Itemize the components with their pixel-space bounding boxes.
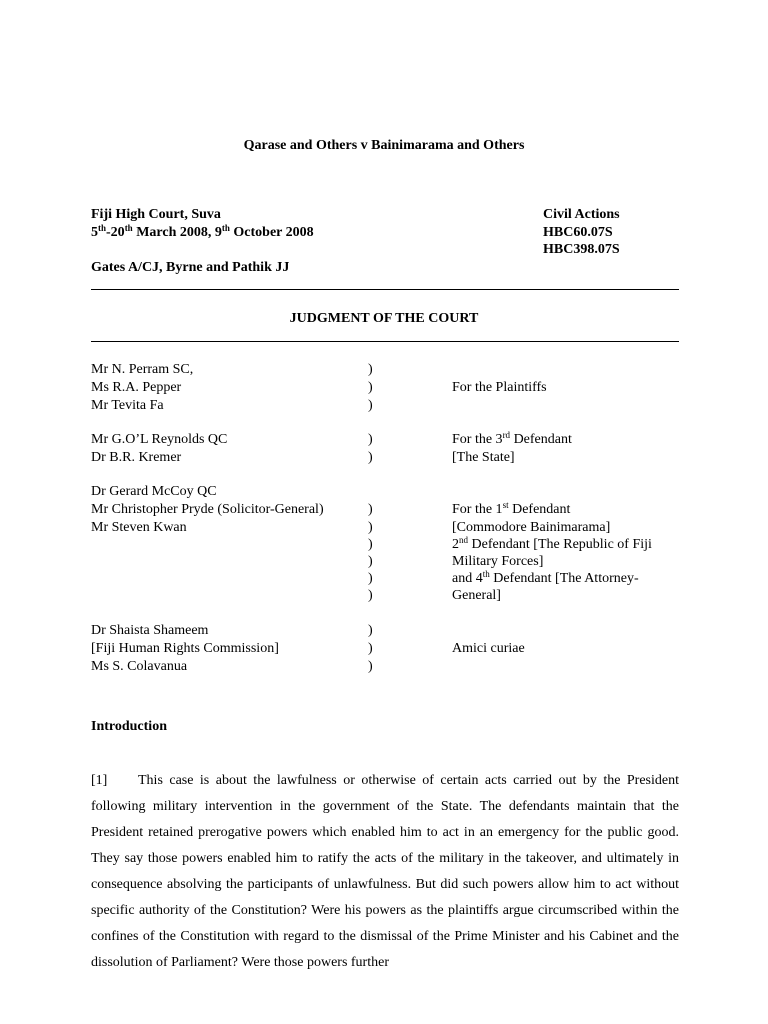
paragraph-text: This case is about the lawfulness or otherwise of certain acts carried out by the President following military intervention in the government of the State. The defendants maintain that the President retained prerogative powers which enabled him to act in an emergency for the public good. They say those powers enabled him to ratify the acts of the military in the takeover, and ultimately in consequence absolving the participants of unlawfulness. But did such powers allow him to act without specific authority of the Constitution? Were his powers as the plaintiffs argue circumscribed within the confines of the Constitution with regard to the dismissal of the Prime Minister and his Cabinet and the dissolution of Parliament? Were those powers further <box>91 773 679 970</box>
counsel-name: Mr G.O’L Reynolds QC <box>91 432 228 447</box>
counsel-name: Mr Christopher Pryde (Solicitor-General) <box>91 502 324 517</box>
civil-actions-label: Civil Actions <box>543 207 620 222</box>
party-role: Military Forces] <box>452 554 544 569</box>
paren: ) <box>368 571 373 586</box>
paren: ) <box>368 520 373 535</box>
paren: ) <box>368 588 373 603</box>
paren: ) <box>368 623 373 638</box>
paren: ) <box>368 450 373 465</box>
counsel-name: Mr Tevita Fa <box>91 398 164 413</box>
counsel-name: Mr N. Perram SC, <box>91 362 194 377</box>
party-role: For the 3rd Defendant <box>452 430 572 447</box>
judges: Gates A/CJ, Byrne and Pathik JJ <box>91 260 290 275</box>
counsel-name: Mr Steven Kwan <box>91 520 187 535</box>
party-role: [The State] <box>452 450 515 465</box>
action-number: HBC398.07S <box>543 242 620 257</box>
divider-rule <box>91 341 679 342</box>
party-role: and 4th Defendant [The Attorney- <box>452 569 639 586</box>
case-title: Qarase and Others v Bainimarama and Others <box>243 138 525 153</box>
paren: ) <box>368 641 373 656</box>
counsel-name: [Fiji Human Rights Commission] <box>91 641 279 656</box>
divider-rule <box>91 289 679 290</box>
counsel-name: Dr B.R. Kremer <box>91 450 182 465</box>
paragraph <box>91 768 679 976</box>
party-role: [Commodore Bainimarama] <box>452 520 611 535</box>
action-number: HBC60.07S <box>543 225 613 240</box>
paren: ) <box>368 554 373 569</box>
court-name: Fiji High Court, Suva <box>91 207 221 222</box>
paren: ) <box>368 502 373 517</box>
party-role: For the Plaintiffs <box>452 380 547 395</box>
party-role: 2nd Defendant [The Republic of Fiji <box>452 535 652 552</box>
party-role: General] <box>452 588 501 603</box>
paren: ) <box>368 432 373 447</box>
paren: ) <box>368 362 373 377</box>
counsel-name: Dr Gerard McCoy QC <box>91 484 217 499</box>
counsel-name: Ms R.A. Pepper <box>91 380 182 395</box>
paragraph-number: [1] <box>91 773 108 788</box>
counsel-name: Ms S. Colavanua <box>91 659 188 674</box>
judgment-heading: JUDGMENT OF THE COURT <box>289 311 479 326</box>
party-role: For the 1st Defendant <box>452 500 571 517</box>
hearing-dates: 5th-20th March 2008, 9th October 2008 <box>91 223 314 240</box>
paren: ) <box>368 380 373 395</box>
paren: ) <box>368 398 373 413</box>
paren: ) <box>368 537 373 552</box>
party-role: Amici curiae <box>452 641 525 656</box>
section-heading: Introduction <box>91 719 167 734</box>
paren: ) <box>368 659 373 674</box>
counsel-name: Dr Shaista Shameem <box>91 623 209 638</box>
